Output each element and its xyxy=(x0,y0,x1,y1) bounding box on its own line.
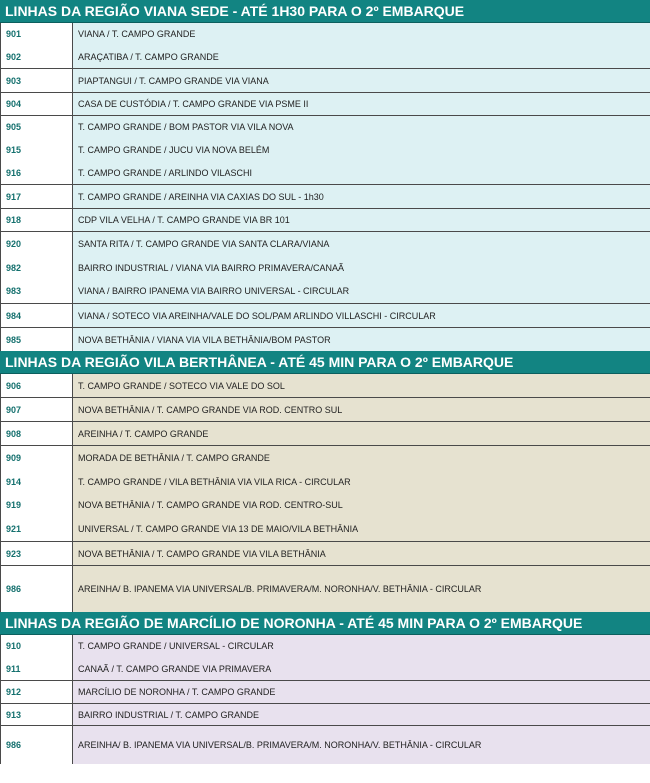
section-header: LINHAS DA REGIÃO VIANA SEDE - ATÉ 1H30 PARA O 2º EMBARQUE xyxy=(0,0,650,23)
table-row xyxy=(0,542,650,566)
route-description: ARAÇATIBA / T. CAMPO GRANDE xyxy=(78,51,219,62)
table-row xyxy=(0,446,650,542)
section-rows xyxy=(0,635,650,764)
route-description-cell xyxy=(73,446,650,541)
table-row xyxy=(0,328,650,351)
line-code: 986 xyxy=(6,740,22,750)
route-description: VIANA / SOTECO VIA AREINHA/VALE DO SOL/PAM ARLINDO VILLASCHI - CIRCULAR xyxy=(78,310,436,321)
line-code: 908 xyxy=(6,428,22,439)
line-code: 923 xyxy=(6,548,22,559)
route-description: BAIRRO INDUSTRIAL / T. CAMPO GRANDE xyxy=(78,709,260,720)
line-code-cell xyxy=(0,726,73,764)
section-header: LINHAS DA REGIÃO DE MARCÍLIO DE NORONHA - ATÉ 45 MIN PARA O 2º EMBARQUE xyxy=(0,612,650,635)
table-row xyxy=(0,398,650,422)
route-description: CASA DE CUSTÓDIA / T. CAMPO GRANDE VIA PSME II xyxy=(78,99,309,109)
line-code-cell xyxy=(0,566,73,612)
route-description-cell xyxy=(73,69,650,92)
route-description: CDP VILA VELHA / T. CAMPO GRANDE VIA BR 101 xyxy=(78,215,290,225)
route-description-cell xyxy=(73,374,650,397)
route-description: PIAPTANGUI / T. CAMPO GRANDE VIA VIANA xyxy=(78,75,269,86)
route-description-cell xyxy=(73,304,650,327)
route-description: NOVA BETHÂNIA / VIANA VIA VILA BETHÂNIA/BOM PASTOR xyxy=(78,334,331,345)
section-rows xyxy=(0,23,650,351)
line-code: 985 xyxy=(6,334,22,345)
line-code-cell xyxy=(0,93,73,115)
route-description-cell xyxy=(73,398,650,421)
line-code-cell xyxy=(0,704,73,725)
route-description: AREINHA / T. CAMPO GRANDE xyxy=(78,428,209,439)
route-description: T. CAMPO GRANDE / JUCU VIA NOVA BELÉM xyxy=(78,145,270,155)
line-code: 921 xyxy=(6,524,22,535)
route-description: T. CAMPO GRANDE / UNIVERSAL - CIRCULAR xyxy=(78,641,274,652)
line-code: 906 xyxy=(6,380,22,391)
section-viana-sede xyxy=(0,0,650,351)
section-marcilio-de-noronha xyxy=(0,612,650,764)
line-code: 915 xyxy=(6,145,22,155)
route-description-cell xyxy=(73,681,650,703)
route-description-cell xyxy=(73,93,650,115)
table-row xyxy=(0,681,650,704)
line-code-cell xyxy=(0,209,73,231)
line-code: 986 xyxy=(6,584,22,594)
line-code: 910 xyxy=(6,641,22,652)
line-code: 984 xyxy=(6,310,22,321)
route-description-cell xyxy=(73,209,650,231)
route-description: BAIRRO INDUSTRIAL / VIANA VIA BAIRRO PRIMAVERA/CANAÃ xyxy=(78,262,345,273)
line-code: 909 xyxy=(6,452,22,463)
line-code: 983 xyxy=(6,286,22,297)
route-description-cell xyxy=(73,726,650,764)
line-code-cell xyxy=(0,69,73,92)
line-code: 916 xyxy=(6,167,22,178)
line-code-cell xyxy=(0,681,73,703)
route-description: VIANA / BAIRRO IPANEMA VIA BAIRRO UNIVERSAL - CIRCULAR xyxy=(78,286,350,297)
line-code: 920 xyxy=(6,238,22,249)
line-code-cell xyxy=(0,635,73,680)
route-description: T. CAMPO GRANDE / BOM PASTOR VIA VILA NOVA xyxy=(78,122,294,133)
line-code: 904 xyxy=(6,99,22,109)
line-code-cell xyxy=(0,232,73,303)
route-description-cell xyxy=(73,328,650,351)
table-row xyxy=(0,116,650,185)
line-code: 913 xyxy=(6,709,22,720)
route-description-cell xyxy=(73,704,650,725)
route-description: NOVA BETHÂNIA / T. CAMPO GRANDE VIA ROD. CENTRO SUL xyxy=(78,404,343,415)
line-code-cell xyxy=(0,374,73,397)
line-code: 907 xyxy=(6,404,22,415)
route-description: NOVA BETHÂNIA / T. CAMPO GRANDE VIA ROD. CENTRO-SUL xyxy=(78,500,343,511)
table-row xyxy=(0,704,650,726)
line-code: 919 xyxy=(6,500,22,511)
section-header: LINHAS DA REGIÃO VILA BERTHÂNEA - ATÉ 45 MIN PARA O 2º EMBARQUE xyxy=(0,351,650,374)
line-code: 911 xyxy=(6,663,21,674)
route-description-cell xyxy=(73,185,650,208)
route-description-cell xyxy=(73,566,650,612)
table-row xyxy=(0,69,650,93)
table-row xyxy=(0,304,650,328)
line-code: 918 xyxy=(6,215,22,225)
line-code-cell xyxy=(0,446,73,541)
table-row xyxy=(0,726,650,764)
route-description-cell xyxy=(73,422,650,445)
route-description-cell xyxy=(73,116,650,184)
line-code: 917 xyxy=(6,191,22,202)
route-description: SANTA RITA / T. CAMPO GRANDE VIA SANTA CLARA/VIANA xyxy=(78,238,330,249)
table-row xyxy=(0,232,650,304)
line-code-cell xyxy=(0,185,73,208)
line-code-cell xyxy=(0,542,73,565)
table-row xyxy=(0,374,650,398)
table-row xyxy=(0,566,650,612)
route-description: AREINHA/ B. IPANEMA VIA UNIVERSAL/B. PRIMAVERA/M. NORONHA/V. BETHÂNIA - CIRCULAR xyxy=(78,584,482,594)
line-code: 914 xyxy=(6,476,22,487)
line-code: 982 xyxy=(6,262,22,273)
line-code-cell xyxy=(0,23,73,68)
route-description: T. CAMPO GRANDE / VILA BETHÂNIA VIA VILA RICA - CIRCULAR xyxy=(78,476,351,487)
route-description: UNIVERSAL / T. CAMPO GRANDE VIA 13 DE MAIO/VILA BETHÂNIA xyxy=(78,524,359,535)
section-vila-berthanea xyxy=(0,351,650,612)
route-description-cell xyxy=(73,23,650,68)
line-code: 903 xyxy=(6,75,22,86)
route-description: MORADA DE BETHÂNIA / T. CAMPO GRANDE xyxy=(78,452,270,463)
route-description: T. CAMPO GRANDE / SOTECO VIA VALE DO SOL xyxy=(78,380,285,391)
line-code-cell xyxy=(0,422,73,445)
route-description: T. CAMPO GRANDE / AREINHA VIA CAXIAS DO SUL - 1h30 xyxy=(78,191,324,202)
table-row xyxy=(0,23,650,69)
route-description: T. CAMPO GRANDE / ARLINDO VILASCHI xyxy=(78,167,253,178)
line-code-cell xyxy=(0,328,73,351)
route-description-cell xyxy=(73,232,650,303)
route-description: MARCÍLIO DE NORONHA / T. CAMPO GRANDE xyxy=(78,687,276,697)
line-code: 905 xyxy=(6,122,22,133)
line-code: 902 xyxy=(6,51,22,62)
route-description-cell xyxy=(73,542,650,565)
route-description: AREINHA/ B. IPANEMA VIA UNIVERSAL/B. PRIMAVERA/M. NORONHA/V. BETHÂNIA - CIRCULAR xyxy=(78,740,482,750)
table-row xyxy=(0,209,650,232)
table-row xyxy=(0,422,650,446)
table-row xyxy=(0,635,650,681)
section-rows xyxy=(0,374,650,612)
route-description: VIANA / T. CAMPO GRANDE xyxy=(78,29,196,40)
route-description: NOVA BETHÂNIA / T. CAMPO GRANDE VIA VILA BETHÂNIA xyxy=(78,548,326,559)
table-row xyxy=(0,185,650,209)
line-code: 912 xyxy=(6,687,22,697)
route-description-cell xyxy=(73,635,650,680)
line-code-cell xyxy=(0,116,73,184)
route-description: CANAÃ / T. CAMPO GRANDE VIA PRIMAVERA xyxy=(78,663,272,674)
line-code-cell xyxy=(0,398,73,421)
line-code-cell xyxy=(0,304,73,327)
table-row xyxy=(0,93,650,116)
line-code: 901 xyxy=(6,29,22,40)
